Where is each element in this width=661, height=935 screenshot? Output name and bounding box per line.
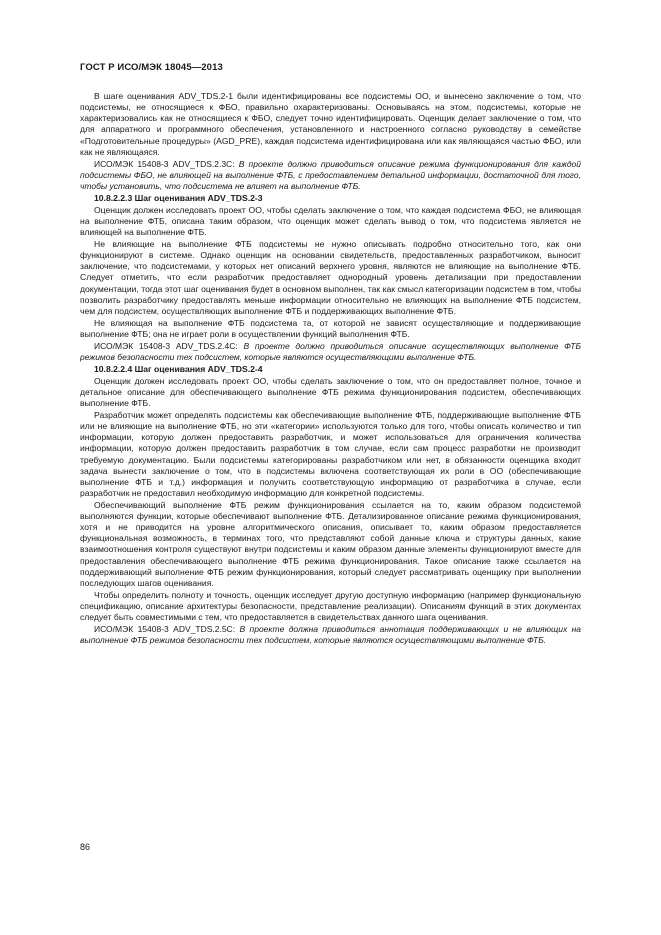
- paragraph: Оценщик должен исследовать проект ОО, чтобы сделать заключение о том, что каждая подсистема ФБО, не влияющая на выполнение ФТБ, описана таким образом, что оценщик может сделать вывод о том, что подсистема является не влияющей на выполнение ФТБ.: [80, 204, 581, 238]
- paragraph: Не влияющая на выполнение ФТБ подсистема та, от которой не зависят осуществляющие и поддерживающие выполнение ФТБ; она не играет роли в осуществлении функций выполнения ФТБ.: [80, 317, 581, 339]
- note-reference: ИСО/МЭК 15408-3 ADV_TDS.2.4C:: [94, 340, 244, 351]
- document-body: [80, 91, 581, 646]
- paragraph: Обеспечивающий выполнение ФТБ режим функционирования ссылается на то, каким образом подсистемой выполняются функции, которые обеспечивают выполнение ФТБ. Детализированное описание режима функционирования, хотя и не приводится на уровне алгоритмического описания, описывает то, каким образом предоставляется функциональная возможность, в терминах того, что представляют собой данные ключа и структуры данных, какие взаимоотношения контроля существуют внутри подсистемы и каким образом данные элементы функционируют вместе для предоставления обеспечивающего выполнение ФТБ режима функционирования. Такое описание также ссылается на поддерживающий выполнение ФТБ режим функционирования, который следует рассматривать оценщику при выполнении последующих шагов оценивания.: [80, 499, 581, 588]
- paragraph: Разработчик может определять подсистемы как обеспечивающие выполнение ФТБ, поддерживающие выполнение ФТБ или не влияющие на выполнение ФТБ, но эти «категории» используются только для того, чтобы описать количество и тип информации, которую должен предоставить разработчик, и может использоваться для ограничения количества информации, которую должен предоставить разработчик в том случае, если сам процесс разработки не производит требуемую документацию. Были подсистемы категорированы разработчиком или нет, в обязанности оценщика входит задача вынести заключение о том, что в подсистемы включена соответствующая их роли в ОО (обеспечивающие выполнение ФТБ и т.д.) информация и получить соответствующую информацию от разработчика в случае, если разработчик не предоставил необходимую информацию для конкретной подсистемы.: [80, 409, 581, 499]
- paragraph: Чтобы определить полноту и точность, оценщик исследует другую доступную информацию (например функциональную спецификацию, описание архитектуры безопасности, представление реализации). Описаниям функций в этих документах следует быть совместимыми с тем, что предоставляется в свидетельствах данного шага оценивания.: [80, 589, 581, 622]
- note-reference: ИСО/МЭК 15408-3 ADV_TDS.2.5C:: [94, 623, 240, 634]
- standard-note: [80, 624, 581, 646]
- section-heading: 10.8.2.2.4 Шаг оценивания ADV_TDS.2-4: [94, 363, 263, 374]
- paragraph: Не влияющие на выполнение ФТБ подсистемы не нужно описывать подробно относительно того, как они функционируют в системе. Однако оценщик на основании свидетельств, предоставленных разработчиком, выносит заключение, что подсистемами, у которых нет описаний верхнего уровня, являются не влияющие на выполнение ФТБ. Следует отметить, что если разработчик предоставляет однородный уровень детализации при предоставлении документации, тогда этот шаг оценивания будет в основном выполнен, так как смысл категоризации подсистем в том, чтобы позволить разработчику предоставлять меньше информации относительно не влияющих на выполнение ФТБ подсистем, чем для подсистем, осуществляющих выполнение ФТБ и поддерживающих выполнение ФТБ.: [80, 239, 581, 316]
- note-text: В проекте должно приводиться описание осуществляющих выполнение ФТБ режимов безопасности тех подсистем, которые являются осуществляющими выполнение ФТБ.: [80, 340, 581, 362]
- page-number: 86: [80, 842, 91, 852]
- paragraph: Оценщик должен исследовать проект ОО, чтобы сделать заключение о том, что он предоставляет полное, точное и детальное описание для обеспечивающего выполнение ФТБ режима функционирования подсистем, обеспечивающих выполнение ФТБ.: [80, 375, 581, 409]
- standard-note: [80, 159, 581, 192]
- note-text: В проекте должно приводиться описание режима функционирования для каждой подсистемы ФБО, не влияющей на выполнение ФТБ, с предоставлением детальной информации, достаточной для того, чтобы установить, что подсистема не влияет на выполнение ФТБ.: [80, 158, 581, 191]
- section-heading: 10.8.2.2.3 Шаг оценивания ADV_TDS.2-3: [94, 193, 263, 203]
- paragraph: В шаге оценивания ADV_TDS.2-1 были идентифицированы все подсистемы ОО, и вынесено заключение о том, что подсистемы, не относящиеся к ФБО, правильно охарактеризованы. Основываясь на этом, подсистемы, которые не характеризовались как не относящиеся к ФБО, следует точно идентифицировать. Оценщик делает заключение о том, что для аппаратного и программного обеспечения, установленного и настроенного согласно руководству в семействе «Подготовительные процедуры» (AGD_PRE), каждая подсистема идентифицирована или как являющаяся частью ФБО, или как не являющаяся.: [80, 91, 581, 157]
- standard-header: ГОСТ Р ИСО/МЭК 18045—2013: [80, 62, 223, 73]
- note-reference: ИСО/МЭК 15408-3 ADV_TDS.2.3C:: [94, 158, 239, 169]
- standard-note: [80, 341, 581, 363]
- note-text: В проекте должна приводиться аннотация поддерживающих и не влияющих на выполнение ФТБ режимов безопасности тех подсистем, которые являются осуществляющими выполнение ФТБ.: [80, 623, 582, 645]
